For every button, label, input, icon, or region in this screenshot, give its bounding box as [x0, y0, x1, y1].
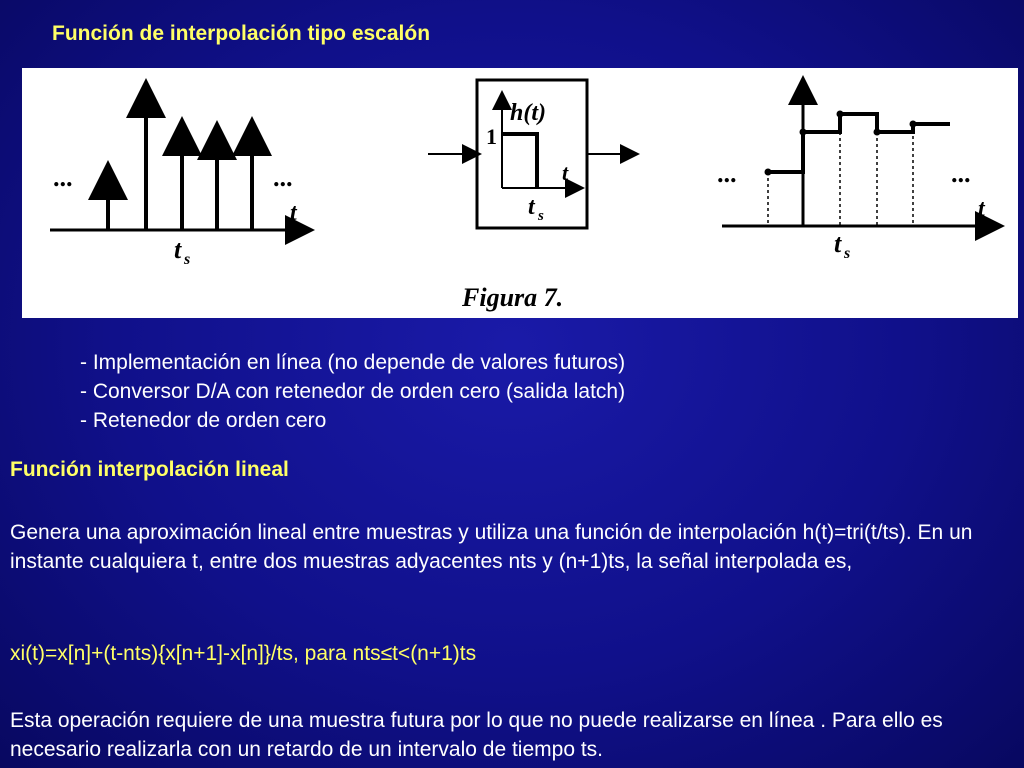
figure-7-drawing: [22, 68, 1018, 318]
paragraph-future-sample: Esta operación requiere de una muestra futura por lo que no puede realizarse en línea . Para ello es necesario realizarla con un retardo de un intervalo de tiempo ts.: [10, 709, 943, 761]
left-ts-label: t: [174, 235, 182, 264]
section-subtitle: Función interpolación lineal: [10, 458, 289, 481]
zero-order-hold-panel: [428, 80, 630, 228]
paragraph-linear-interpolation: Genera una aproximación lineal entre muestras y utiliza una función de interpolación h(t)=tri(t/ts). En un instante cualquiera t, entre dos muestras adyacentes nts y (n+1)ts, la señal interpolada es,: [10, 521, 973, 573]
bullet-item: - Retenedor de orden cero: [80, 409, 327, 432]
bullet-item: - Implementación en línea (no depende de valores futuros): [80, 351, 626, 374]
figure-caption: Figura 7.: [462, 283, 564, 312]
left-dots: ...: [54, 163, 74, 192]
right-ts-label: t: [834, 229, 842, 258]
box-t-label: t: [562, 160, 569, 185]
staircase-panel: [718, 90, 990, 262]
bullet-list: [80, 348, 625, 435]
interpolation-formula: xi(t)=x[n]+(t-nts){x[n+1]-x[n]}/ts, para nts≤t<(n+1)ts: [10, 642, 477, 665]
h-label: h(t): [510, 100, 546, 126]
left-ts-sub: s: [184, 251, 191, 268]
h-rect-pulse: [502, 134, 537, 188]
staircase-signal: [768, 114, 950, 172]
box-ts-sub: s: [538, 208, 544, 224]
right-dots: ...: [718, 159, 738, 188]
one-label: 1: [486, 124, 497, 149]
slide-title: Función de interpolación tipo escalón: [52, 22, 431, 45]
left-dots-right: ...: [274, 163, 294, 192]
right-dots-right: ...: [952, 159, 972, 188]
left-t-label: t: [290, 200, 297, 226]
impulse-train-panel: [50, 98, 300, 268]
right-ts-sub: s: [844, 245, 851, 262]
right-t-label: t: [978, 196, 985, 222]
bullet-item: - Conversor D/A con retenedor de orden cero (salida latch): [80, 380, 626, 403]
figure-7: [22, 68, 1018, 318]
box-ts-label: t: [528, 194, 535, 220]
